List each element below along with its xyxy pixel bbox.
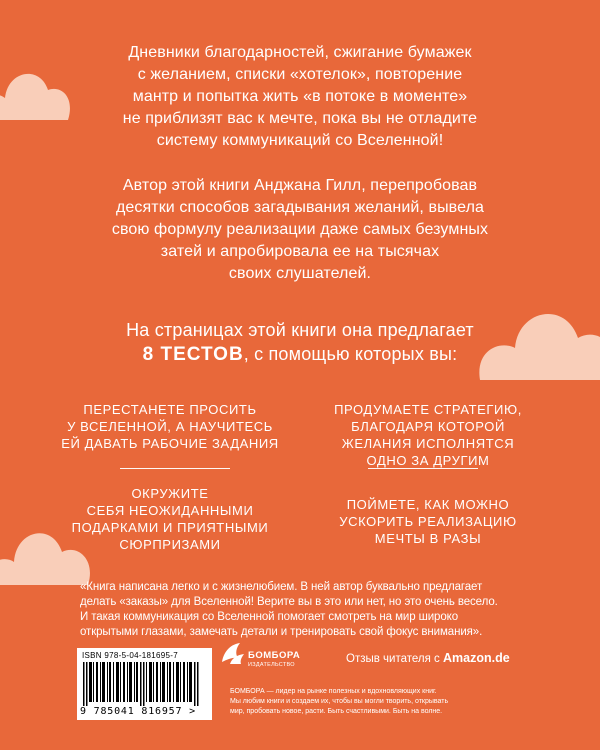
lead-line-1: На страницах этой книги она предлагает xyxy=(126,320,474,340)
test-line: СЕБЯ НЕОЖИДАННЫМИ xyxy=(86,503,254,518)
review-line: делать «заказы» для Вселенной! Верите вы в это или нет, но это очень весело. xyxy=(80,596,498,608)
test-item xyxy=(318,496,538,547)
test-line: ОДНО ЗА ДРУГИМ xyxy=(366,453,490,468)
intro-line: Дневники благодарностей, сжигание бумажек xyxy=(128,44,472,61)
intro-line: мантр и попытка жить «в потоке в моменте» xyxy=(132,88,468,105)
publisher-name: БОМБОРА xyxy=(248,650,301,661)
publisher-desc-line: мир, пробовать новое, расти. Быть счастливыми. Быть на волне. xyxy=(230,708,443,715)
intro-line: систему коммуникаций со Вселенной! xyxy=(156,132,444,149)
review-line: И такая коммуникация со Вселенной помогает смотреть на мир широко xyxy=(80,611,458,623)
test-line: ПОДАРКАМИ И ПРИЯТНЫМИ xyxy=(71,520,269,535)
barcode-digits: 9 785041 816957 > xyxy=(80,706,196,717)
test-line: У ВСЕЛЕННОЙ, А НАУЧИТЕСЬ xyxy=(67,419,273,434)
bombora-logo-icon xyxy=(220,640,246,666)
test-item xyxy=(60,401,280,452)
test-line: ПЕРЕСТАНЕТЕ ПРОСИТЬ xyxy=(83,402,257,417)
tests-count: 8 ТЕСТОВ xyxy=(142,344,244,365)
isbn-label: ISBN 978-5-04-181695-7 xyxy=(82,651,178,660)
test-line: МЕЧТЫ В РАЗЫ xyxy=(374,531,482,546)
lead-line-2-rest: , с помощью которых вы: xyxy=(243,344,458,364)
review-source-prefix: Отзыв читателя с xyxy=(346,653,443,665)
reader-review xyxy=(80,580,540,640)
barcode-icon xyxy=(83,662,206,706)
test-line: СЮРПРИЗАМИ xyxy=(119,537,221,552)
test-line: БЛАГОДАРЯ КОТОРОЙ xyxy=(351,419,505,434)
divider-left xyxy=(120,468,230,469)
test-line: ОКРУЖИТЕ xyxy=(131,486,209,501)
test-line: ПОЙМЕТЕ, КАК МОЖНО xyxy=(346,497,510,512)
author-line: десятки способов загадывания желаний, вывела xyxy=(115,199,485,216)
author-line: свою формулу реализации даже самых безумных xyxy=(111,221,489,238)
review-line: «Книга написана легко и с жизнелюбием. В ней автор буквально предлагает xyxy=(80,581,483,593)
isbn-barcode-box xyxy=(77,648,212,720)
author-line: своих слушателей. xyxy=(228,265,372,282)
intro-line: не приблизят вас к мечте, пока вы не отладите xyxy=(122,110,478,127)
lead-line-2 xyxy=(60,342,540,367)
author-line: Автор этой книги Анджана Гилл, перепробовав xyxy=(122,177,478,194)
author-line: затей и апробировала ее на тысячах xyxy=(160,243,440,260)
divider-right xyxy=(368,468,478,469)
test-line: ПРОДУМАЕТЕ СТРАТЕГИЮ, xyxy=(334,402,522,417)
review-source-site: Amazon.de xyxy=(442,651,510,665)
review-line: открытыми глазами, замечать детали и тренировать свой фокус внимания». xyxy=(80,626,483,638)
test-item xyxy=(318,401,538,469)
test-line: ЕЙ ДАВАТЬ РАБОЧИЕ ЗАДАНИЯ xyxy=(61,436,279,451)
publisher-desc-line: БОМБОРА — лидер на рынке полезных и вдохновляющих книг. xyxy=(230,688,437,695)
intro-line: с желанием, списки «хотелок», повторение xyxy=(137,66,463,83)
publisher-desc-line: Мы любим книги и создаем их, чтобы вы могли творить, открывать xyxy=(230,698,449,705)
tests-lead xyxy=(60,318,540,367)
intro-paragraph xyxy=(60,42,540,152)
test-line: ЖЕЛАНИЯ ИСПОЛНЯТСЯ xyxy=(341,436,515,451)
test-item xyxy=(60,485,280,553)
publisher-subtitle: ИЗДАТЕЛЬСТВО xyxy=(248,662,295,668)
author-paragraph xyxy=(60,175,540,285)
review-source xyxy=(346,651,510,665)
test-line: УСКОРИТЬ РЕАЛИЗАЦИЮ xyxy=(339,514,517,529)
publisher-description xyxy=(230,687,540,717)
